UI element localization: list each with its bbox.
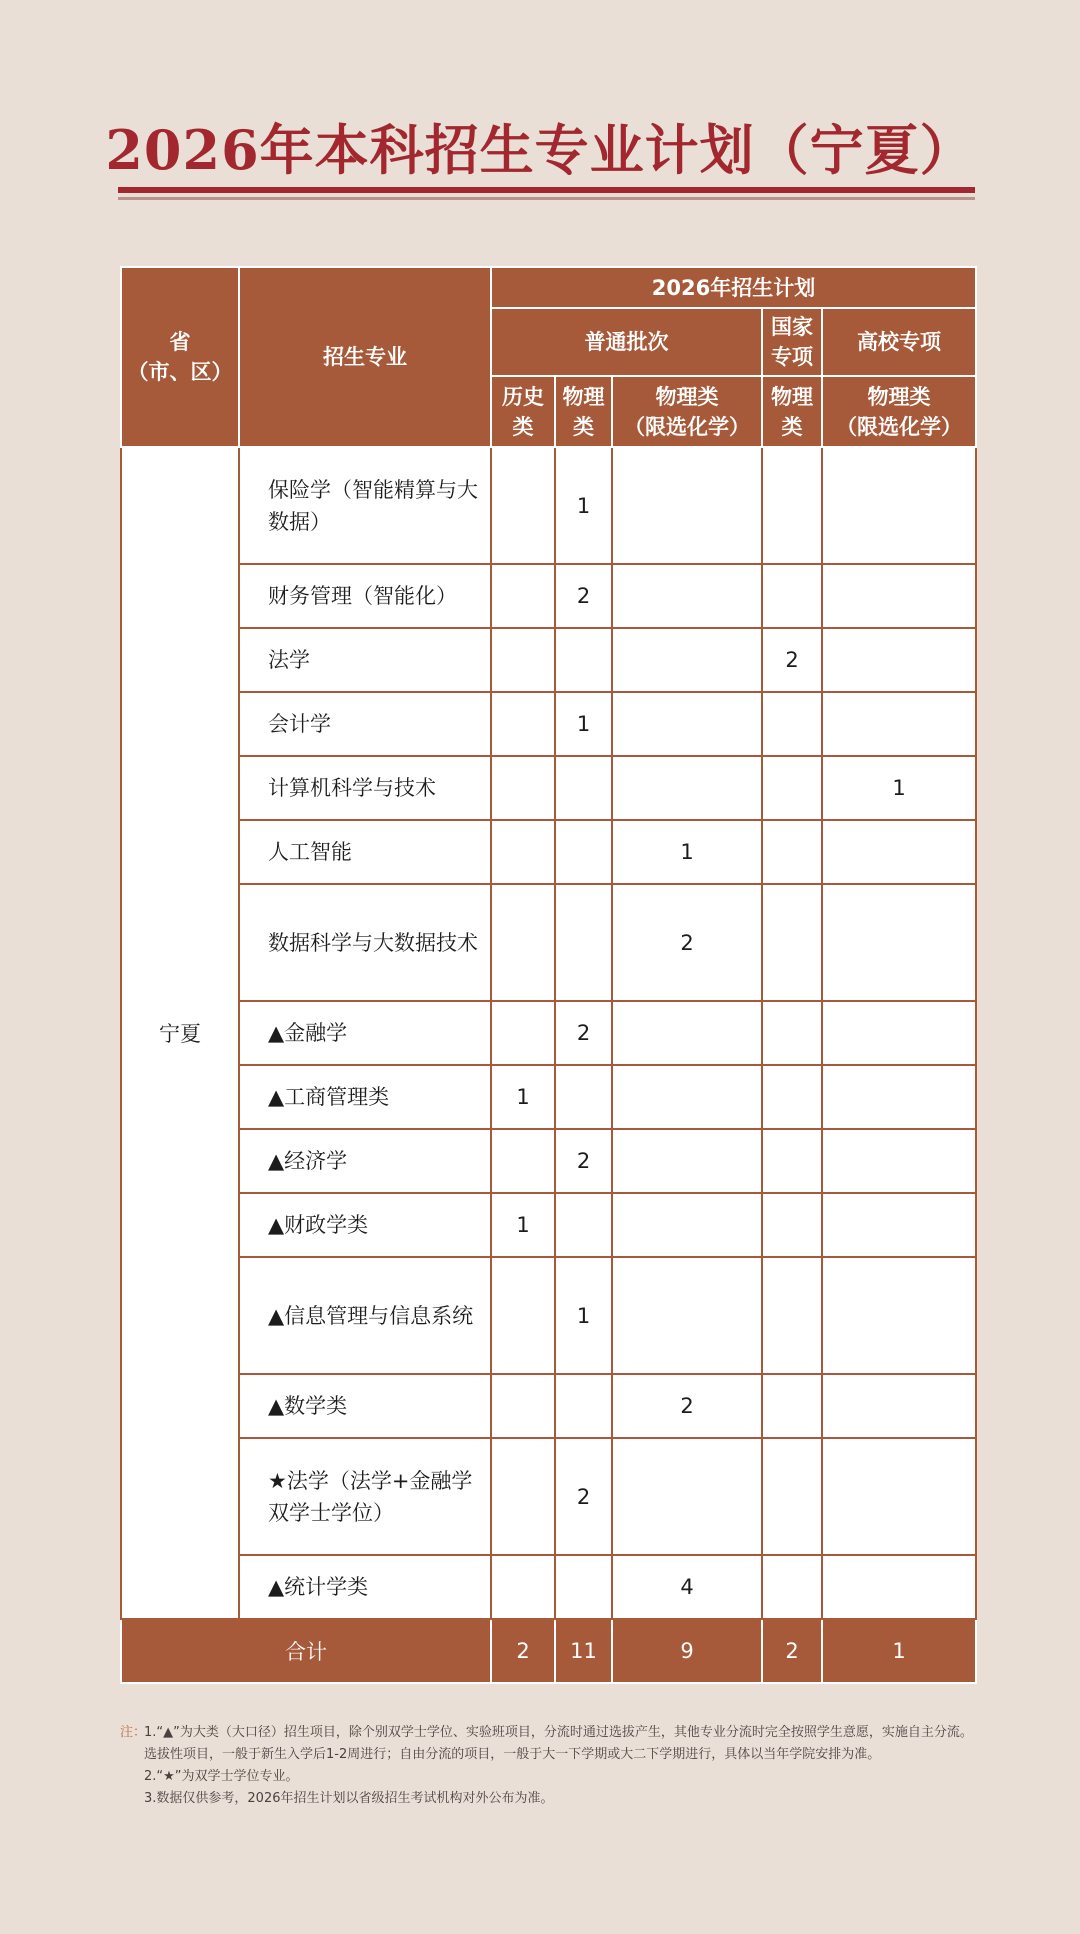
header-university-special: 高校专项 bbox=[822, 308, 976, 376]
footnotes bbox=[120, 1722, 980, 1810]
total-label: 合计 bbox=[121, 1619, 491, 1683]
physics-chem-cell bbox=[612, 1065, 762, 1129]
table-row bbox=[121, 756, 976, 820]
table-row bbox=[121, 692, 976, 756]
header-history: 历史 类 bbox=[491, 376, 555, 447]
history-cell bbox=[491, 884, 555, 1001]
university-cell bbox=[822, 692, 976, 756]
major-cell: ★法学（法学+金融学双学士学位） bbox=[239, 1438, 491, 1555]
table-row bbox=[121, 1065, 976, 1129]
physics-cell: 1 bbox=[555, 692, 612, 756]
major-cell: ▲金融学 bbox=[239, 1001, 491, 1065]
history-cell bbox=[491, 447, 555, 564]
page-title: 2026年本科招生专业计划（宁夏） bbox=[105, 118, 975, 182]
university-cell bbox=[822, 1193, 976, 1257]
physics-chem-cell: 2 bbox=[612, 884, 762, 1001]
university-cell bbox=[822, 1555, 976, 1619]
physics-cell bbox=[555, 1193, 612, 1257]
footnote-3 bbox=[120, 1788, 980, 1810]
university-cell bbox=[822, 1129, 976, 1193]
university-cell bbox=[822, 1438, 976, 1555]
major-cell: ▲财政学类 bbox=[239, 1193, 491, 1257]
physics-cell: 2 bbox=[555, 1438, 612, 1555]
history-cell: 1 bbox=[491, 1065, 555, 1129]
physics-cell bbox=[555, 884, 612, 1001]
table-row bbox=[121, 1193, 976, 1257]
major-cell: 人工智能 bbox=[239, 820, 491, 884]
major-cell: 法学 bbox=[239, 628, 491, 692]
major-cell: ▲统计学类 bbox=[239, 1555, 491, 1619]
history-cell bbox=[491, 1257, 555, 1374]
university-cell bbox=[822, 1001, 976, 1065]
physics-cell: 1 bbox=[555, 1257, 612, 1374]
major-cell: 计算机科学与技术 bbox=[239, 756, 491, 820]
table-row bbox=[121, 1257, 976, 1374]
title-underline bbox=[118, 187, 975, 193]
physics-cell bbox=[555, 1065, 612, 1129]
header-physics-chem: 物理类 （限选化学） bbox=[612, 376, 762, 447]
physics-chem-cell bbox=[612, 1438, 762, 1555]
physics-chem-cell bbox=[612, 447, 762, 564]
physics-cell bbox=[555, 1374, 612, 1438]
national-cell bbox=[762, 1193, 822, 1257]
university-cell bbox=[822, 1374, 976, 1438]
university-cell bbox=[822, 1065, 976, 1129]
national-cell bbox=[762, 692, 822, 756]
physics-cell: 2 bbox=[555, 1129, 612, 1193]
national-cell bbox=[762, 564, 822, 628]
total-row bbox=[121, 1619, 976, 1683]
total-physics-chem: 9 bbox=[612, 1619, 762, 1683]
header-national-physics: 物理 类 bbox=[762, 376, 822, 447]
university-cell bbox=[822, 564, 976, 628]
header-regular-batch: 普通批次 bbox=[491, 308, 762, 376]
table-row bbox=[121, 884, 976, 1001]
total-physics: 11 bbox=[555, 1619, 612, 1683]
major-cell: 会计学 bbox=[239, 692, 491, 756]
header-province: 省 （市、区） bbox=[121, 267, 239, 447]
footnote-2-text: 2.“★”为双学士学位专业。 bbox=[144, 1769, 299, 1784]
university-cell: 1 bbox=[822, 756, 976, 820]
national-cell bbox=[762, 1374, 822, 1438]
footnote-1 bbox=[120, 1722, 980, 1766]
major-cell: 财务管理（智能化） bbox=[239, 564, 491, 628]
physics-cell: 2 bbox=[555, 1001, 612, 1065]
major-cell: 保险学（智能精算与大数据） bbox=[239, 447, 491, 564]
table-row bbox=[121, 628, 976, 692]
university-cell bbox=[822, 884, 976, 1001]
physics-chem-cell: 2 bbox=[612, 1374, 762, 1438]
physics-cell bbox=[555, 1555, 612, 1619]
history-cell bbox=[491, 756, 555, 820]
physics-cell: 2 bbox=[555, 564, 612, 628]
history-cell bbox=[491, 1001, 555, 1065]
footnote-2 bbox=[120, 1766, 980, 1788]
major-cell: ▲工商管理类 bbox=[239, 1065, 491, 1129]
national-cell bbox=[762, 1129, 822, 1193]
national-cell bbox=[762, 447, 822, 564]
header-major: 招生专业 bbox=[239, 267, 491, 447]
national-cell: 2 bbox=[762, 628, 822, 692]
physics-chem-cell bbox=[612, 1129, 762, 1193]
footnote-3-text: 3.数据仅供参考，2026年招生计划以省级招生考试机构对外公布为准。 bbox=[144, 1791, 554, 1806]
major-cell: ▲经济学 bbox=[239, 1129, 491, 1193]
major-cell: 数据科学与大数据技术 bbox=[239, 884, 491, 1001]
major-cell: ▲数学类 bbox=[239, 1374, 491, 1438]
university-cell bbox=[822, 1257, 976, 1374]
table-row bbox=[121, 447, 976, 564]
table-row bbox=[121, 1438, 976, 1555]
history-cell bbox=[491, 564, 555, 628]
table-row bbox=[121, 1129, 976, 1193]
physics-chem-cell: 4 bbox=[612, 1555, 762, 1619]
table-row bbox=[121, 820, 976, 884]
national-cell bbox=[762, 1257, 822, 1374]
footnote-1-text: 1.“▲”为大类（大口径）招生项目，除个别双学士学位、实验班项目，分流时通过选拔产生，其他专业分流时完全按照学生意愿，实施自主分流。选拔性项目，一般于新生入学后1-2周进行；自由分流的项目，一般于大一下学期或大二下学期进行，具体以当年学院安排为准。 bbox=[144, 1725, 973, 1762]
total-university: 1 bbox=[822, 1619, 976, 1683]
university-cell bbox=[822, 447, 976, 564]
history-cell bbox=[491, 1438, 555, 1555]
header-plan: 2026年招生计划 bbox=[491, 267, 976, 308]
total-national: 2 bbox=[762, 1619, 822, 1683]
national-cell bbox=[762, 884, 822, 1001]
table-row bbox=[121, 1555, 976, 1619]
footnote-prefix: 注： bbox=[120, 1725, 147, 1740]
history-cell: 1 bbox=[491, 1193, 555, 1257]
physics-chem-cell bbox=[612, 1001, 762, 1065]
national-cell bbox=[762, 1065, 822, 1129]
physics-chem-cell bbox=[612, 628, 762, 692]
national-cell bbox=[762, 756, 822, 820]
physics-cell bbox=[555, 756, 612, 820]
header-university-physics-chem: 物理类 （限选化学） bbox=[822, 376, 976, 447]
physics-chem-cell bbox=[612, 756, 762, 820]
history-cell bbox=[491, 1374, 555, 1438]
university-cell bbox=[822, 820, 976, 884]
physics-chem-cell bbox=[612, 564, 762, 628]
physics-chem-cell bbox=[612, 1193, 762, 1257]
header-physics: 物理 类 bbox=[555, 376, 612, 447]
physics-chem-cell bbox=[612, 692, 762, 756]
physics-cell bbox=[555, 628, 612, 692]
header-national-special: 国家 专项 bbox=[762, 308, 822, 376]
history-cell bbox=[491, 1129, 555, 1193]
table-row bbox=[121, 1001, 976, 1065]
history-cell bbox=[491, 820, 555, 884]
national-cell bbox=[762, 1001, 822, 1065]
major-cell: ▲信息管理与信息系统 bbox=[239, 1257, 491, 1374]
total-history: 2 bbox=[491, 1619, 555, 1683]
history-cell bbox=[491, 628, 555, 692]
province-cell: 宁夏 bbox=[121, 447, 239, 1619]
title-underline-thin bbox=[118, 197, 975, 200]
national-cell bbox=[762, 1555, 822, 1619]
physics-cell bbox=[555, 820, 612, 884]
physics-chem-cell: 1 bbox=[612, 820, 762, 884]
physics-chem-cell bbox=[612, 1257, 762, 1374]
enrollment-plan-table bbox=[120, 266, 977, 1684]
history-cell bbox=[491, 1555, 555, 1619]
history-cell bbox=[491, 692, 555, 756]
national-cell bbox=[762, 1438, 822, 1555]
table-row bbox=[121, 564, 976, 628]
national-cell bbox=[762, 820, 822, 884]
physics-cell: 1 bbox=[555, 447, 612, 564]
university-cell bbox=[822, 628, 976, 692]
table-row bbox=[121, 1374, 976, 1438]
